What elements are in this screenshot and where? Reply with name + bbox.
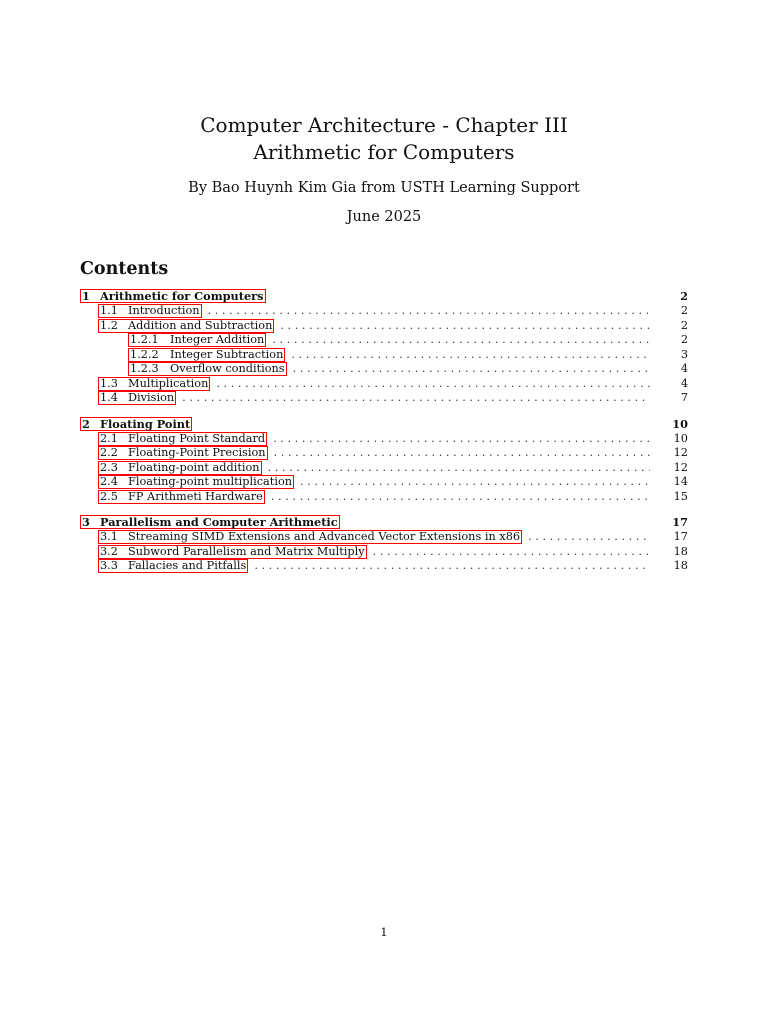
toc-entry-link[interactable] [98,391,176,405]
toc-entry-number: 1.4 [100,391,118,404]
toc-entry-page: 10 [673,431,688,445]
document-date: June 2025 [346,209,422,225]
toc-entry-title: Division [128,391,175,404]
toc-entry-link[interactable] [80,515,340,529]
dot-leader [274,319,650,334]
toc-entry [80,417,688,432]
toc-entry-title: Fallacies and Pitfalls [128,559,247,572]
dot-leader [265,490,650,505]
toc-entry-page: 17 [673,530,688,543]
dot-leader [266,333,650,348]
toc-entry-page: 7 [680,391,688,404]
table-of-contents [80,289,688,585]
toc-entry-number: 3.1 [100,530,118,543]
toc-entry-link[interactable] [98,446,268,460]
toc-entry-title: Integer Subtraction [170,347,284,361]
dot-leader [367,545,650,560]
toc-entry-link[interactable] [98,545,367,559]
toc-entry-page: 4 [680,362,688,375]
toc-entry-link[interactable] [98,432,267,446]
toc-entry [80,446,688,461]
toc-entry [80,475,688,490]
toc-entry-link[interactable] [98,377,210,391]
toc-entry-number: 2.2 [100,446,118,459]
toc-entry [80,530,688,545]
toc-entry-page: 12 [673,460,688,474]
toc-entry-title: Arithmetic for Computers [100,289,264,303]
toc-entry-number: 2.5 [100,489,118,503]
toc-entry-number: 2 [82,416,90,431]
contents-heading: Contents [80,259,169,279]
toc-entry-number: 3.2 [100,544,118,558]
toc-entry-page: 17 [672,515,688,529]
toc-section [80,515,688,574]
toc-entry-page: 2 [680,289,688,303]
dot-leader [522,530,650,545]
toc-entry [80,545,688,560]
toc-entry-page: 14 [673,475,688,488]
toc-entry [80,559,688,574]
toc-entry-link[interactable] [98,475,294,489]
toc-entry-link[interactable] [98,490,265,504]
toc-entry-link[interactable] [128,362,287,376]
toc-entry-link[interactable] [98,304,202,318]
toc-entry [80,377,688,392]
toc-entry-link[interactable] [98,319,274,333]
toc-entry-page: 10 [672,416,688,431]
toc-entry-title: Floating-Point Precision [128,446,266,459]
document-title-line2: Arithmetic for Computers [253,140,515,164]
toc-entry [80,391,688,406]
toc-entry-page: 18 [673,544,688,558]
toc-entry-title: FP Arithmeti Hardware [128,489,263,503]
toc-entry-page: 2 [680,304,688,317]
toc-entry [80,362,688,377]
toc-entry-title: Parallelism and Computer Arithmetic [100,515,338,529]
toc-entry-number: 3.3 [100,559,118,572]
toc-entry-title: Overflow conditions [170,362,285,375]
toc-entry-page: 2 [680,318,688,332]
toc-entry-title: Multiplication [128,376,209,390]
toc-entry [80,304,688,319]
toc-entry-number: 1.3 [100,376,118,390]
toc-entry-page: 18 [673,559,688,572]
toc-section [80,289,688,406]
dot-leader [285,348,650,363]
toc-entry-number: 1.2.1 [130,333,159,346]
toc-entry-page: 12 [673,446,688,459]
toc-entry-title: Integer Addition [170,333,265,346]
toc-entry-number: 2.4 [100,475,118,488]
dot-leader [287,362,650,377]
toc-entry-link[interactable] [80,289,266,303]
toc-entry [80,333,688,348]
toc-entry-number: 1.1 [100,304,118,317]
dot-leader [262,461,650,476]
toc-entry-link[interactable] [98,461,262,475]
toc-entry [80,461,688,476]
toc-entry-title: Addition and Subtraction [128,318,273,332]
toc-entry-number: 2.1 [100,431,118,445]
toc-entry-title: Subword Parallelism and Matrix Multiply [128,544,365,558]
toc-entry-link[interactable] [128,348,285,362]
dot-leader [268,446,650,461]
toc-entry-title: Floating Point Standard [128,431,266,445]
toc-entry-title: Floating-point addition [128,460,260,474]
page-number: 1 [380,926,388,939]
toc-entry-title: Floating-point multiplication [128,475,293,488]
toc-entry-page: 3 [680,347,688,361]
toc-entry [80,515,688,530]
toc-entry-title: Introduction [128,304,200,317]
dot-leader [248,559,650,574]
toc-entry-number: 2.3 [100,460,118,474]
dot-leader [202,304,650,319]
toc-entry-link[interactable] [98,559,248,573]
toc-entry [80,348,688,363]
toc-entry-number: 1.2 [100,318,118,332]
toc-entry-link[interactable] [98,530,522,544]
toc-entry [80,319,688,334]
toc-entry-link[interactable] [128,333,266,347]
toc-entry [80,432,688,447]
document-author: By Bao Huynh Kim Gia from USTH Learning Support [188,180,580,196]
dot-leader [267,432,650,447]
toc-entry-title: Streaming SIMD Extensions and Advanced Vector Extensions in x86 [128,530,521,543]
toc-entry [80,490,688,505]
toc-entry-number: 3 [82,515,90,529]
toc-entry-title: Floating Point [100,416,191,431]
dot-leader [176,391,650,406]
toc-entry-link[interactable] [80,417,192,431]
toc-section [80,417,688,505]
toc-entry-page: 4 [680,376,688,390]
dot-leader [294,475,650,490]
toc-entry-number: 1.2.3 [130,362,159,375]
document-title-line1: Computer Architecture - Chapter III [200,113,568,137]
toc-entry-number: 1.2.2 [130,347,159,361]
toc-entry-number: 1 [82,289,90,303]
toc-entry [80,289,688,304]
dot-leader [210,377,650,392]
toc-entry-page: 15 [673,489,688,503]
toc-entry-page: 2 [680,333,688,346]
